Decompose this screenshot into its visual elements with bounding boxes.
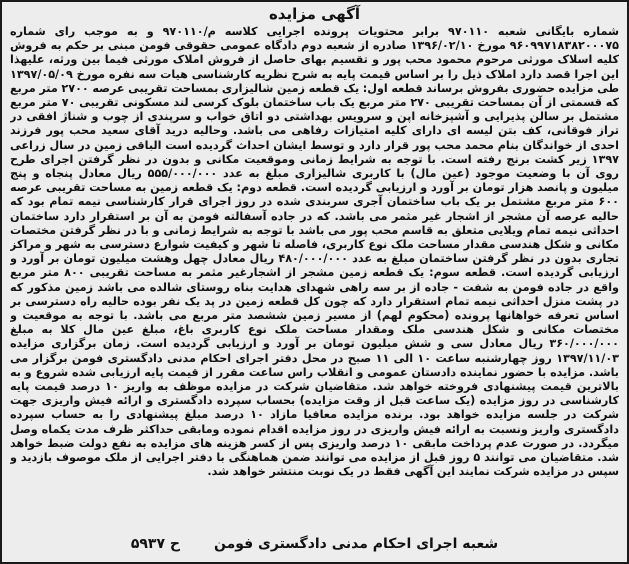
issuing-office: شعبه اجرای احکام مدنی دادگستری فومن bbox=[213, 536, 499, 552]
notice-footer bbox=[10, 532, 619, 556]
notice-title: آگهی مزایده bbox=[268, 5, 361, 23]
notice-code: ح ۵۹۳۷ bbox=[130, 536, 180, 552]
notice-body: شماره بایگانی شعبه ۹۷۰۱۱۰ برابر محتویات پرونده اجرایی کلاسه م/۹۷۰۱۱۰ و به موجب رای شماره ۹۶۰۹۹۷۱۸۳۸۲۰۰۰۷۵ مورخ ۱۳۹۶/۰۲/۱۰ صادره از شعبه دوم دادگاه عمومی حقوقی فومن مبنی بر حکم به فروش کلیه اسلاک مورثی مرحوم محمود محب پور و تقسیم بهای حاصل از فروش املاک مورثی فیما بین ورثه، علیهذا این اجرا قصد دارد املاک ذیل را بر اساس قیمت پایه به شرح نظریه کارشناسی هیات سه نفره مورخ ۱۳۹۷/۰۵/۰۹ طی مزایده حضوری بفروش برساند قطعه اول: یک قطعه زمین شالیزاری بمساحت تقریبی عرصه ۲۷۰۰ متر مربع که قسمتی از آن بمساحت تقریبی ۲۷۰ متر مربع یک باب ساختمان بلوک کرسی لند مسکونی تقریبی ۷۰ متر مربع مشتمل بر سالن پذیرایی و آشپزخانه اپن و سرویس بهداشتی دو اتاق خواب و سرپندی از چوب و شناژ افقی در تراز فوقانی، کف بتن لیسه ای دارای کلیه امتیازات رفاهی می باشد. وحالیه درید آقای سعید محب پور فرزند احدی از خواندگان بنام محمد محب پور قرار دارد و توسط ایشان احداث گردیده است الباقی زمین در سال زراعی ۱۳۹۷ زیر کشت برنج رفته است. با توجه به شرایط زمانی وموقعیت مکانی و بدون در نظر گرفتن اجرای طرح روی آن با وضعیت موجود (عین مال) با کاربری شالیزاری مبلغ به عدد ۵۵۵/۰۰۰/۰۰۰ ریال معادل پنجاه و پنج میلیون و پانصد هزار تومان بر آورد و ارزیابی گردیده است. قطعه دوم: یک قطعه زمین به مساحت تقریبی عرصه ۶۰۰ متر مربع مشتمل بر یک باب ساختمان آجری سربندی شده در روز اجرای قرار کارشناسی نیمه تمام بود که حالیه عرصه آن مشجر از اشجار غیر مثمر می باشد. که در جاده آسفالته فومن به آن بر استقرار دارد ساختمان احداثی نیمه تمام ویلایی متعلق به قاسم محب پور می باشد با توجه به شرایط زمانی و با در نظر گرفتن مختصات مکانی و شکل هندسی مقدار مساحت ملک نوع کاربری، فاصله تا شهر و کیفیت شوارع دسترسی به شهر و مراکز تجاری بدون در نظر گرفتن ساختمان مبلغ به عدد ۴۸۰/۰۰۰/۰۰۰ ریال معادل چهل وهشت میلیون تومان بر آورد و ارزیابی گردیده است. قطعه سوم: یک قطعه زمین مشجر از اشجارغیر مثمر به مساحت تقریبی ۸۰۰ متر مربع واقع در جاده فومن به شفت - جاده از بر سه راهی شهدای هدایت بناه روستای شالده می باشد زمین مذکور که در پشت منزل احداثی نیمه تمام استقرار دارد که چون کل قطعه زمین در پد یک نفر بوده حالیه راه دسترسی بر اساس تعرفه خواهانها پرونده (محکوم لهم) از مسیر زمین ششصد متر مربع می باشد. با توجه به موقعیت و مختصات مکانی و شکل هندسی ملک ومقدار مساحت ملک نوع کاربری باغ، مبلغ عین مال کلا به مبلغ ۳۶۰/۰۰۰/۰۰۰ ریال معادل سی و شش میلیون تومان بر آورد و ارزیابی گردیده است. زمان برگزاری مزایده ۱۳۹۷/۱۱/۰۳ روز چهارشنبه ساعت ۱۰ الی ۱۱ صبح در محل دفتر اجرای احکام مدنی دادگستری فومن برگزار می باشد. مزایده با حضور نماینده دادستان عمومی و انقلاب راس ساعت مقرر از قیمت پایه ارزیابی شده شروع و به بالاترین قیمت پیشنهادی فروخته خواهد شد. متقاضیان شرکت در مزایده موظف به واریز ۱۰ درصد قیمت پایه کارشناسی در روز مزایده (یک ساعت قبل از وقت مزایده) بحساب سپرده دادگستری و ارائه فیش واریزی جهت شرکت در جلسه مزایده خواهد بود. برنده مزایده معافیا مازاد ۱۰ درصد مبلغ پیشنهادی را به حساب سپرده دادگستری واریز ونسبت به ارائه فیش واریزی در روز مزایده اقدام نموده ومابقی حداکثر ظرف مدت یکماه وصل میگردد. در صورت عدم پرداخت مابقی ۱۰ درصد واریزی پس از کسر هزینه های مزایده به نفع دولت ضبط خواهد شد. متقاضیان می توانند ۵ روز قبل از مزایده می توانند ضمن هماهنگی با دفتر اجرایی از ملک موصوف بازدید و سپس در مزایده شرکت نمایند این آگهی فقط در یک نوبت منتشر خواهد شد. bbox=[10, 25, 619, 479]
